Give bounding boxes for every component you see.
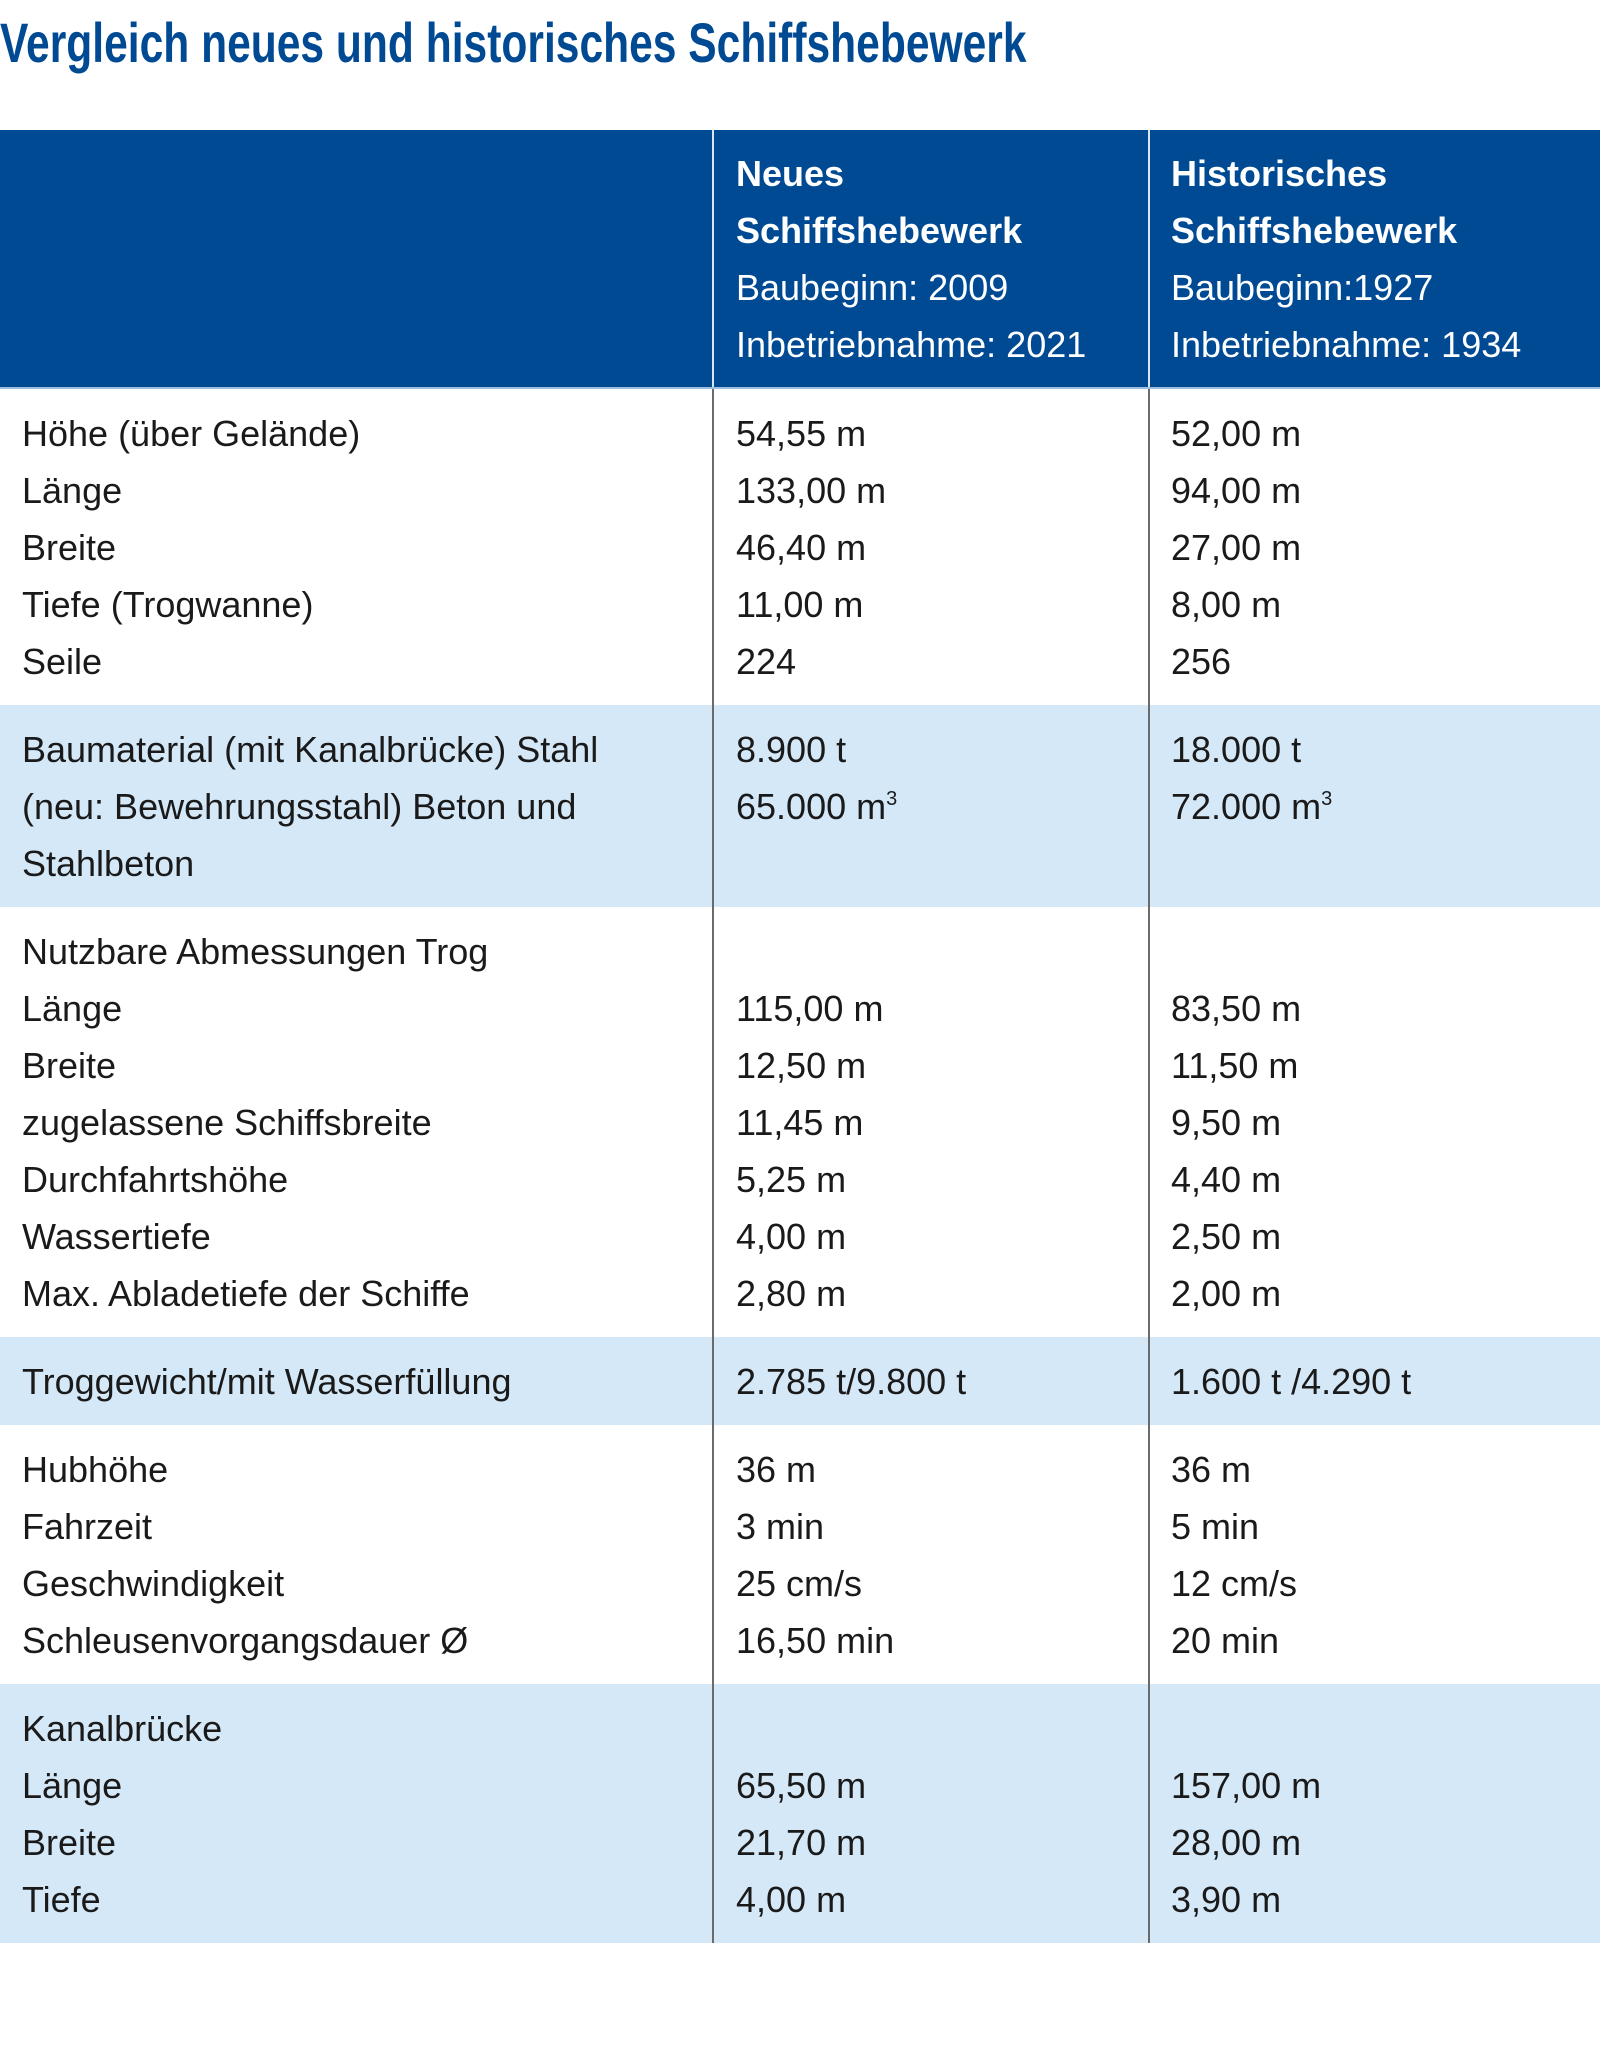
row-label: Breite (22, 527, 117, 568)
new-value: 115,00 m (736, 988, 884, 1029)
new-value: 8.900 t (736, 729, 847, 770)
row-label: Kanalbrücke (22, 1708, 223, 1749)
header-empty-cell (0, 130, 712, 387)
section-old-values (1148, 1684, 1600, 1943)
new-value: 11,45 m (736, 1102, 864, 1143)
new-value: 54,55 m (736, 413, 867, 454)
section-labels (0, 705, 712, 907)
section-labels (0, 1684, 712, 1943)
new-value (736, 835, 1148, 892)
row-label: Schleusenvorgangsdauer Ø (22, 1620, 469, 1661)
row-label: Nutzbare Abmessungen Trog (22, 931, 489, 972)
old-value: 20 min (1171, 1620, 1280, 1661)
section-labels (0, 907, 712, 1337)
new-value: 4,00 m (736, 1879, 847, 1920)
row-label: Max. Abladetiefe der Schiffe (22, 1273, 470, 1314)
section-labels (0, 389, 712, 705)
table-section-building-material (0, 705, 1600, 907)
new-value: 36 m (736, 1449, 817, 1490)
old-value: 28,00 m (1171, 1822, 1302, 1863)
row-label: Hubhöhe (22, 1449, 169, 1490)
new-value: 16,50 min (736, 1620, 895, 1661)
section-old-values (1148, 705, 1600, 907)
row-label: Durchfahrtshöhe (22, 1159, 289, 1200)
header-historic-lift (1148, 130, 1600, 387)
old-value: 94,00 m (1171, 470, 1302, 511)
old-value: 83,50 m (1171, 988, 1302, 1029)
new-value (736, 1700, 1148, 1757)
new-value (736, 923, 1148, 980)
new-value: 21,70 m (736, 1822, 867, 1863)
old-value: 157,00 m (1171, 1765, 1322, 1806)
old-value: 1.600 t /4.290 t (1171, 1361, 1412, 1402)
comparison-table (0, 130, 1600, 1943)
row-label: Länge (22, 988, 123, 1029)
table-section-canal-bridge (0, 1684, 1600, 1943)
new-value: 2,80 m (736, 1273, 847, 1314)
row-label: Breite (22, 1822, 117, 1863)
old-value: 2,50 m (1171, 1216, 1282, 1257)
header-old-line2: Schiffshebewerk (1171, 210, 1458, 251)
old-value: 5 min (1171, 1506, 1260, 1547)
row-label: Tiefe (22, 1879, 101, 1920)
new-value-volume (736, 778, 1148, 835)
old-value: 9,50 m (1171, 1102, 1282, 1143)
row-label: Wassertiefe (22, 1216, 211, 1257)
old-value: 18.000 t (1171, 729, 1302, 770)
superscript-3: 3 (1321, 788, 1333, 810)
header-new-line1: Neues (736, 153, 845, 194)
new-value: 12,50 m (736, 1045, 867, 1086)
old-value: 72.000 m (1171, 786, 1322, 827)
section-new-values (712, 1684, 1148, 1943)
row-label: Baumaterial (mit Kanalbrücke) Stahl (22, 729, 599, 770)
header-old-construction-start: Baubeginn:1927 (1171, 267, 1434, 308)
header-new-line2: Schiffshebewerk (736, 210, 1023, 251)
row-label: Seile (22, 641, 103, 682)
old-value: 2,00 m (1171, 1273, 1282, 1314)
new-value: 65.000 m (736, 786, 887, 827)
section-new-values (712, 1425, 1148, 1684)
section-old-values (1148, 1425, 1600, 1684)
row-label: Troggewicht/mit Wasserfüllung (22, 1361, 512, 1402)
new-value: 65,50 m (736, 1765, 867, 1806)
old-value: 256 (1171, 641, 1232, 682)
old-value: 3,90 m (1171, 1879, 1282, 1920)
old-value: 52,00 m (1171, 413, 1302, 454)
old-value: 11,50 m (1171, 1045, 1299, 1086)
section-labels (0, 1337, 712, 1425)
old-value: 8,00 m (1171, 584, 1282, 625)
section-new-values (712, 705, 1148, 907)
new-value: 224 (736, 641, 797, 682)
old-value (1171, 1700, 1600, 1757)
table-section-trough-dimensions (0, 907, 1600, 1337)
old-value-volume (1171, 778, 1600, 835)
new-value: 2.785 t/9.800 t (736, 1361, 967, 1402)
new-value: 133,00 m (736, 470, 887, 511)
old-value (1171, 835, 1600, 892)
section-new-values (712, 389, 1148, 705)
section-labels (0, 1425, 712, 1684)
old-value: 4,40 m (1171, 1159, 1282, 1200)
old-value: 36 m (1171, 1449, 1252, 1490)
table-header-row (0, 130, 1600, 389)
superscript-3: 3 (886, 788, 898, 810)
row-label: Länge (22, 470, 123, 511)
old-value: 12 cm/s (1171, 1563, 1298, 1604)
section-old-values (1148, 1337, 1600, 1425)
new-value: 25 cm/s (736, 1563, 863, 1604)
row-label: Geschwindigkeit (22, 1563, 285, 1604)
row-label: zugelassene Schiffsbreite (22, 1102, 432, 1143)
row-label: Fahrzeit (22, 1506, 153, 1547)
table-section-operation (0, 1425, 1600, 1684)
section-old-values (1148, 389, 1600, 705)
new-value: 3 min (736, 1506, 825, 1547)
section-new-values (712, 1337, 1148, 1425)
row-label: Länge (22, 1765, 123, 1806)
row-label: Höhe (über Gelände) (22, 413, 361, 454)
new-value: 5,25 m (736, 1159, 847, 1200)
page-title: Vergleich neues und historisches Schiffshebewerk (0, 11, 1027, 74)
old-value: 27,00 m (1171, 527, 1302, 568)
row-label: Stahlbeton (22, 843, 195, 884)
row-label: (neu: Bewehrungsstahl) Beton und (22, 786, 577, 827)
new-value: 46,40 m (736, 527, 867, 568)
header-old-commissioning: Inbetriebnahme: 1934 (1171, 324, 1522, 365)
new-value: 4,00 m (736, 1216, 847, 1257)
header-old-line1: Historisches (1171, 153, 1388, 194)
row-label: Tiefe (Trogwanne) (22, 584, 314, 625)
table-section-dimensions (0, 389, 1600, 705)
table-section-trough-weight (0, 1337, 1600, 1425)
header-new-lift (712, 130, 1148, 387)
header-new-construction-start: Baubeginn: 2009 (736, 267, 1009, 308)
section-old-values (1148, 907, 1600, 1337)
header-new-commissioning: Inbetriebnahme: 2021 (736, 324, 1087, 365)
old-value (1171, 923, 1600, 980)
row-label: Breite (22, 1045, 117, 1086)
section-new-values (712, 907, 1148, 1337)
new-value: 11,00 m (736, 584, 864, 625)
